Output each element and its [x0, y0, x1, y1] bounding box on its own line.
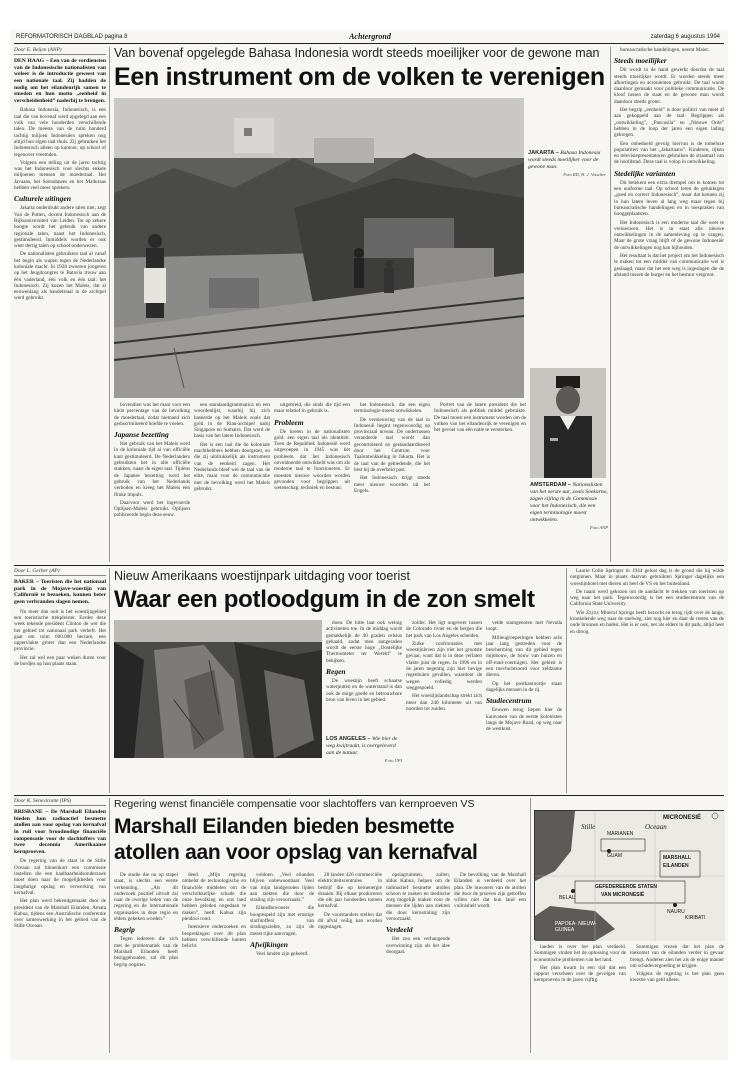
- article3-column-8: landen is over het plan verdeeld. Sommigen vinden het de oplossing voor de economische problemen van het land. Het plan kwam in een tijd dat een rapport verscheen over de gevolgen van kernproeven in de jaren vijftig.: [534, 944, 626, 984]
- article3-kicker: Regering wenst financiële compensatie voor slachtoffers van kernproeven VS: [114, 798, 475, 810]
- article3-left-column: Door K. Senevirante (IPS) BRISBANE – De Marshall Eilanden bieden hun radioactief besmette atollen aan voor opslag van kernafval in ruil voor broodnodige financiële compensatie voor de slachtoffers van twee decennia Amerikaanse kernproeven. De regering van de staat in de Stille Oceaan zal binnenkort een commissie instellen die een haalbaarheidsonderzoek moet doen naar de mogelijkheden voor langdurige opslag en verwerking van kernafval. Het plan werd bekendgemaakt door de president van de Marshall Eilanden, Amata Kabua, tijdens een Australische conferentie over samenwerking in het gebied van de Stille Oceaan.: [14, 798, 106, 930]
- article1-column-5: het Indonesisch, die een eigen terminologie moest ontwikkelen. De vernieuwing van de taal in Indonesië begint tegenwoordig op provinciaal niveau. De ondertussen veranderde taal wordt dan gecontroleerd en gestandaardiseerd door het Centrum voor Taalontwikkeling in Jakarta. Het is de taal van de gebiedende, die het best bij de overheid past. Het Indonesisch krijgt steeds meer nieuwe woorden uit het Engels.: [354, 402, 430, 494]
- article1-headline: Een instrument om de volken te verenigen: [114, 63, 605, 91]
- desert-caption-place: LOS ANGELES –: [326, 736, 371, 742]
- article1-left-column: Door E. Beijen (ANP) DEN HAAG – Een van de verdiensten van de Indonesische nationalisten van weleer is de introductie geweest van een nationale taal. Zij hadden de nodig om het eilandenrijk samen te smeden en hun motto „eenheid in verscheidenheid” naderbij te brengen. Bahasa Indonesia, Indonesisch, is een taal die van bovenaf werd opgelegd aan een volk van vele honderden verschillende talen. De meeste van de ruim honderd tachtig miljoen Indonesiërs spreken nog altijd hun eigen taal thuis. Zij gebruiken het Indonesisch alleen op kantoor, op school of tegenover vreemden. Volgens een telling uit de jaren tachtig was het Indonesisch voor slechts enkele miljoenen mensen de moedertaal. Het Javaans, het Soendanees en het Maduraas hebben veel meer sprekers. Culturele uitingen Jakarta onderdrukt andere talen niet, zegt Van de Putten, docent Indonesisch aan de Rijksuniversiteit van Leiden. Tot op zekere hoogte wordt het gebruik van andere regionale talen, naast het Indonesisch, gestimuleerd. Inmiddels worden er ook weer dertig talen op school onderwezen. De nationalisten gebruikten taal al vanaf het begin als wapen tegen de Nederlandse koloniale macht. In 1928 zwoeren jongeren op het Jeugdcongres te Batavia trouw aan één vaderland, één volk en één taal: het Indonesisch. Zij kozen het Maleis, dat al eeuwenlang als handelstaal in de archipel werd gebruikt.: [14, 47, 106, 302]
- desert-photo-illustration: [114, 620, 322, 758]
- header-rule: [14, 43, 724, 44]
- article3-column-2: De studie die nu op stapel staat, is slechts een eerste verkenning. „Als dit onderzoek positief uitvalt zal naar de overige leden van de regering en de internationale organisaties in deze regio en elders gekeken worden.” Begrip Tegen iedereen die zich met de problematiek van de Marshall Eilanden heeft beziggehouden, zal dit plan begrip oogsten.: [114, 872, 178, 968]
- article2-byline: Door L. Gerber (AP): [14, 568, 106, 576]
- map-label-marshall: MARSHALL: [663, 855, 692, 861]
- soekarno-portrait-illustration: [530, 368, 606, 478]
- article2-kicker: Nieuw Amerikaans woestijnpark uitdaging voor toerist: [114, 569, 410, 583]
- divider: [109, 568, 110, 793]
- article1-subheading-japanse: Japanse bezetting: [114, 430, 169, 440]
- article3-subheading-afwijkingen: Afwijkingen: [250, 939, 288, 949]
- jakarta-caption-place: JAKARTA –: [528, 150, 559, 156]
- article1-lead: DEN HAAG – Een van de verdiensten van de Indonesische nationalisten van weleer is de introductie geweest van een nationale taal. Zij hadden de nodig om het eilandenrijk samen te smeden en hun motto „eenheid in verscheidenheid” naderbij te brengen.: [14, 58, 106, 104]
- article2-headline: Waar een potloodgum in de zon smelt: [114, 586, 535, 613]
- map-label-stille: Stille: [581, 823, 596, 831]
- article1-subheading-stedelijke: Stedelijke varianten: [614, 168, 676, 178]
- article2-subheading-regen: Regen: [326, 667, 346, 677]
- article2-column-2: doen. De hitte laat ook weinig activiteiten toe. In de middag wordt gemakkelijk de 40 graden celsius gehaald, zodat men aangeraden wordt de eerste hoge „Oostelijke Thermometer ter Wereld” te bekijken. Regen De woestijn heeft schaarse waterputten en de waterstand is dan ook de enige goede en betrouwbare bron van leven in het gebied.: [326, 620, 402, 703]
- pacific-map: [534, 810, 724, 940]
- desert-photo-caption: [326, 736, 402, 766]
- article3-column-4: voldoen. „Veel eilanden blijven onbewoonbaar. Veel van mijn landgenoten lijden aan ziekten die door de straling zijn veroorzaakt.” Eilandbewoners die hoogtespeld zijn met ernstige slachtoffers van stralingsziekte, zo zijn de meest rijke aanvragen. Afwijkingen Veel landen zijn gekeerd.: [250, 872, 314, 957]
- portrait-caption: [530, 482, 608, 560]
- article1-right-column: bureaucratische handelingen, neemt Maier. Steeds moeilijker Dit wordt in de hand gewerkt doordat de taal steeds moeilijker wordt. Er worden steeds meer afkortingen en acroniemen gebruikt. De taal wordt daardoor gemaakt voor politieke communicatie. De kloof tussen de staat en de gewone man wordt daardoor steeds groter. Het begrip „eenheid” is door politici van meet af aan gekoppeld aan de taal. Begrippen als „ontwikkeling”, „Pancasila” en „Nieuwe Orde” hebben in de loop der jaren een eigen lading gekregen. Een onbedoeld gevolg hiervan is de tomeloze populariteit van het „Jakartaans”. Kinderen, rijken en televisiepresentatoren gebruiken de straattaal van de hoofdstad. Deze taal is volop in ontwikkeling. Stedelijke varianten Dit betekent een extra drempel om te komen tot een uniforme taal. Op school leren de gelukkigen „goed en correct Indonesisch”, maar dat kennen zij in hun latere leven al lang weg maar tegen bij bureaucratische handelingen en in toespraken van hooggeplaatsten. Het Indonesisch is een moderne taal die weet te vernieuwen. Het is in staat alle nieuwe ontwikkelingen in de samenleving op te vangen. Maar de grote vraag blijft of de gewone Indonesiër de ontwikkelingen nog kan bijhouden. Het resultaat is dat het project om het Indonesisch te maken tot een middel van communicatie wel is geslaagd, maar dat het een weg is ingeslagen die de afstand tussen de burger en het bestuur vergroot.: [614, 47, 724, 278]
- map-label-papua: PAPOEA- NIEUW-GUINEA: [555, 921, 597, 933]
- article2-lead: BAKER – Toeristen die het nationaal park in de Mojave-woestijn van Californië te bezoeken, kunnen beter geen verbranden slagen nemen.: [14, 579, 106, 606]
- article2-column-4: velde stamgenoten met Nevada loopt. Milieugroeperingen hebben acht jaar lang gestreden voor de bescherming van dit gebied tegen mijnbouw, de bouw van huizen en off-road-voertuigen. Het gebied is een toevluchtsoord voor zeldzame dieren. Op het postkantoortje staan dagelijks mensen in de rij. Studiecentrum Eeuwen terug liepen hier de karavanen van de eerste kolonisten langs de Mojave Road, op weg naar de westkust.: [486, 620, 562, 733]
- jakarta-photo: [114, 98, 524, 398]
- article1-column-3: een standaardgrammatica en een woordenlijst, waarbij hij zich baseerde op het Maleis zoals dat gold in de Riau-archipel nabij Singapore en Sumatra. Dat werd de basis van het latere Indonesisch. Het is een taal die de koloniale machthebbers hebben doorgezet, en die zij uitdrukkelijk als instrument van de eenheid zagen. Het Nederlands bleef wel de taal van de elite, maar voor de communicatie met de bevolking werd het Maleis gebruikt.: [194, 402, 270, 492]
- section-rule: [14, 565, 724, 566]
- divider: [566, 568, 567, 793]
- portrait-caption-place: AMSTERDAM –: [530, 482, 572, 488]
- divider: [530, 798, 531, 1053]
- portrait-caption-text: Nationalisten van het eerste uur, zoals Soekarno, zagen cijling in de Commissie voor het Indonesisch, die een eigen terminologie moest ontwikkelen.: [530, 482, 608, 523]
- article1-subheading-culturele: Culturele uitingen: [14, 194, 71, 204]
- header-date: zaterdag 6 augustus 1994: [650, 34, 720, 40]
- desert-photo: [114, 620, 322, 758]
- header-publication: REFORMATORISCH DAGBLAD pagina 8: [16, 34, 128, 40]
- map-label-guam: GUAM: [607, 853, 622, 859]
- map-label-micronesie: MICRONESIË: [663, 815, 702, 821]
- article2-right-column: Laurie Colin Springer in 1944 gelost dag is de grond die hij wilde ontginnen. Maar in plaats daarvan gebruikten Springer dagelijks een woestijnhotel met dieren uit heel de VS en het buitenland. De naam werd gekozen om de aandacht te trekken van toeristen op weg naar het park. Tegenwoordig is het een studiecentrum van de California State University. Wie Zzyzx Mineral Springs heeft bezocht en terug rijdt over de lange, kronkelende weg naar de snelweg, ziet nog hier en daar de resten van de oude bronnen en baden. Het is er ook, net als elders in dit park, altijd heet en droog.: [570, 568, 724, 635]
- article2-column-3: zolder. Het ligt ongeveer tussen de Colorado rivier en de bergen die het park van Los Angeles scheiden. Zulke confrontaties met woestijnleven zijn niet het grootste gevaar, want dat is in deze verlaten vlakte juist de regen. In 1996 en in de jaren negentig zijn hier hevige regenbuien gevallen, waardoor de wegen volledig werden weggespoeld. Het woestijnlandschap strekt zich meer dan 240 kilometer uit van noorden tot zuiden.: [406, 620, 482, 712]
- jakarta-caption-text: Bahasa Indonesia wordt steeds moeilijker voor de gewone man.: [528, 150, 601, 170]
- map-label-oceaan: Oceaan: [645, 823, 667, 831]
- map-label-nauru: NAURU: [667, 909, 685, 915]
- portrait-credit: Foto ANP: [589, 525, 608, 530]
- article2-subheading-studiecentrum: Studiecentrum: [486, 696, 532, 706]
- article1-subheading-steeds: Steeds moeilijker: [614, 56, 667, 66]
- jakarta-photo-illustration: [114, 98, 524, 398]
- article3-subheading-verdeeld: Verdeeld: [386, 925, 413, 935]
- article1-kicker: Van bovenaf opgelegde Bahasa Indonesia wordt steeds moeilijker voor de gewone man: [114, 46, 600, 60]
- newspaper-page: [10, 30, 728, 1060]
- article3-column-3: deed. „Mijn regering omhelst de technologische en financiële middelen om de verschrikkelijke schade die onze bevolking en ons land hebben geleden ongedaan te maken”, heeft Kabua zijn pleidooi rond. Intensieve onderzoeken en besprekingen over dit plan hebben verschillende kanten belicht.: [182, 872, 246, 950]
- map-label-van-micronesie: VAN MICRONESIË: [601, 892, 645, 898]
- article3-column-9: Sommigen vrezen dat het plan de toekomst van de eilanden verder in gevaar brengt. Anderen zien het als de enige manier om schadevergoeding te krijgen. Volgens de regering is het plan geen kwestie van geld alleen.: [630, 944, 724, 984]
- article1-column-4: uitgebreid, die sinds die tijd een maar relatief in gebruik is. Probleem De kreten in de nationalisten gold: een eigen taal als identiteit. Toen de Republiek Indonesië werd uitgeroepen in 1945 was het probleem dat het Indonesisch onvoldoende ontwikkeld was om als moderne taal te functioneren. Er moesten nieuwe woorden worden gevonden voor begrippen uit wetenschap, techniek en bestuur.: [274, 402, 350, 492]
- article1-byline: Door E. Beijen (ANP): [14, 47, 106, 55]
- article3-headline-line1: Marshall Eilanden bieden besmette: [114, 815, 455, 838]
- article3-headline-line2: atollen aan voor opslag van kernafval: [114, 841, 478, 864]
- desert-photo-credit: Foto UPI: [384, 758, 402, 763]
- article3-subheading-begrip: Begrip: [114, 925, 135, 935]
- jakarta-photo-caption: [528, 150, 606, 210]
- article3-lead: BRISBANE – De Marshall Eilanden bieden hun radioactief besmette atollen aan voor opslag van kernafval in ruil voor broodnodige financiële compensatie voor de slachtoffers van twee decennia Amerikaanse kernproeven.: [14, 809, 106, 855]
- divider: [109, 798, 110, 1053]
- divider: [109, 47, 110, 562]
- map-label-eilanden: EILANDEN: [663, 863, 689, 869]
- article3-byline: Door K. Senevirante (IPS): [14, 798, 106, 806]
- map-label-marianen: MARIANEN: [607, 831, 634, 837]
- jakarta-photo-credit: Foto RD, H. J. Visscher: [563, 172, 606, 177]
- article3-column-5: 28 landen 426 commerciële elektriciteitscentrales in bedrijf die op kernenergie draaien. Bij elkaar produceren die elk jaar honderden tonnen kernafval. De voorstanders stellen dat dit afval veilig kan worden opgeslagen.: [318, 872, 382, 931]
- article1-subheading-probleem: Probleem: [274, 417, 304, 427]
- map-label-kiribati: KIRIBATI: [685, 915, 706, 921]
- map-label-belau: BELAU: [559, 895, 576, 901]
- map-label-gefed: GEFEDEREERDE STATEN: [595, 884, 658, 890]
- article3-column-7: De bevolking van de Marshall Eilanden is verdeeld over het plan. De inwoners van de atollen die door de proeven zijn getroffen willen niet dat hun land een vuilnisbelt wordt.: [454, 872, 526, 910]
- article1-column-2: bovendien was het maar voor een klein percentage van de bevolking de moedertaal, zodat niemand zich gediscrimineerd hoefde te voelen. Japanse bezetting Het gebruik van het Maleis werd in de koloniale tijd al van officiële kant gestimuleerd. De Nederlanders gebruikten het in alle officiële stukken, naast de eigen taal. Tijdens de Japanse bezetting werd het gebruik van het Nederlands verboden en kreeg het Maleis een flinke impuls. Daarvoor werd het ingevoerde Oplijsen-Maleis gebruikt. Oplijsen pobliceerde begin deze eeuw.: [114, 402, 190, 519]
- article1-column-6: Portret van de latere president die het Indonesisch als politiek middel gebruikte. De taal moest een instrument worden om de volken van het eilandenrijk te verenigen en het gevoel van één natie te versterken.: [434, 402, 526, 434]
- section-rule: [14, 795, 724, 796]
- desert-caption-text: Wie hier de weg kwijtraakt, is overgeleverd aan de natuur.: [326, 736, 398, 756]
- divider: [610, 47, 611, 562]
- header-section: Achtergrond: [349, 32, 391, 41]
- article2-left-column: Door L. Gerber (AP) BAKER – Toeristen die het nationaal park in de Mojave-woestijn van Californië te bezoeken, kunnen beter geen verbranden slagen nemen. Nu meer dan ooit is het woestijngebied een toeristische trekpleister. Eerder deze week tekende president Clinton de wet die het gebied tot nationaal park verheft. Het gaat om ruim 600.000 hectare, een oppervlakte groter dan een Nederlandse provincie. Het zal wel een paar weken duren voor de bordjes op hun plaats staan.: [14, 568, 106, 668]
- article3-column-6: opslagruimten, zullen, aldus Kabua, helpen om de radioactief besmette atollen schoon te maken en medische zorg mogelijk maken voor de mensen die lijden aan ziekten die door kernstraling zijn veroorzaakt. Verdeeld Het zou een verhangende overwinning zijn als het idee doorgaat.: [386, 872, 450, 955]
- soekarno-portrait: [530, 368, 606, 478]
